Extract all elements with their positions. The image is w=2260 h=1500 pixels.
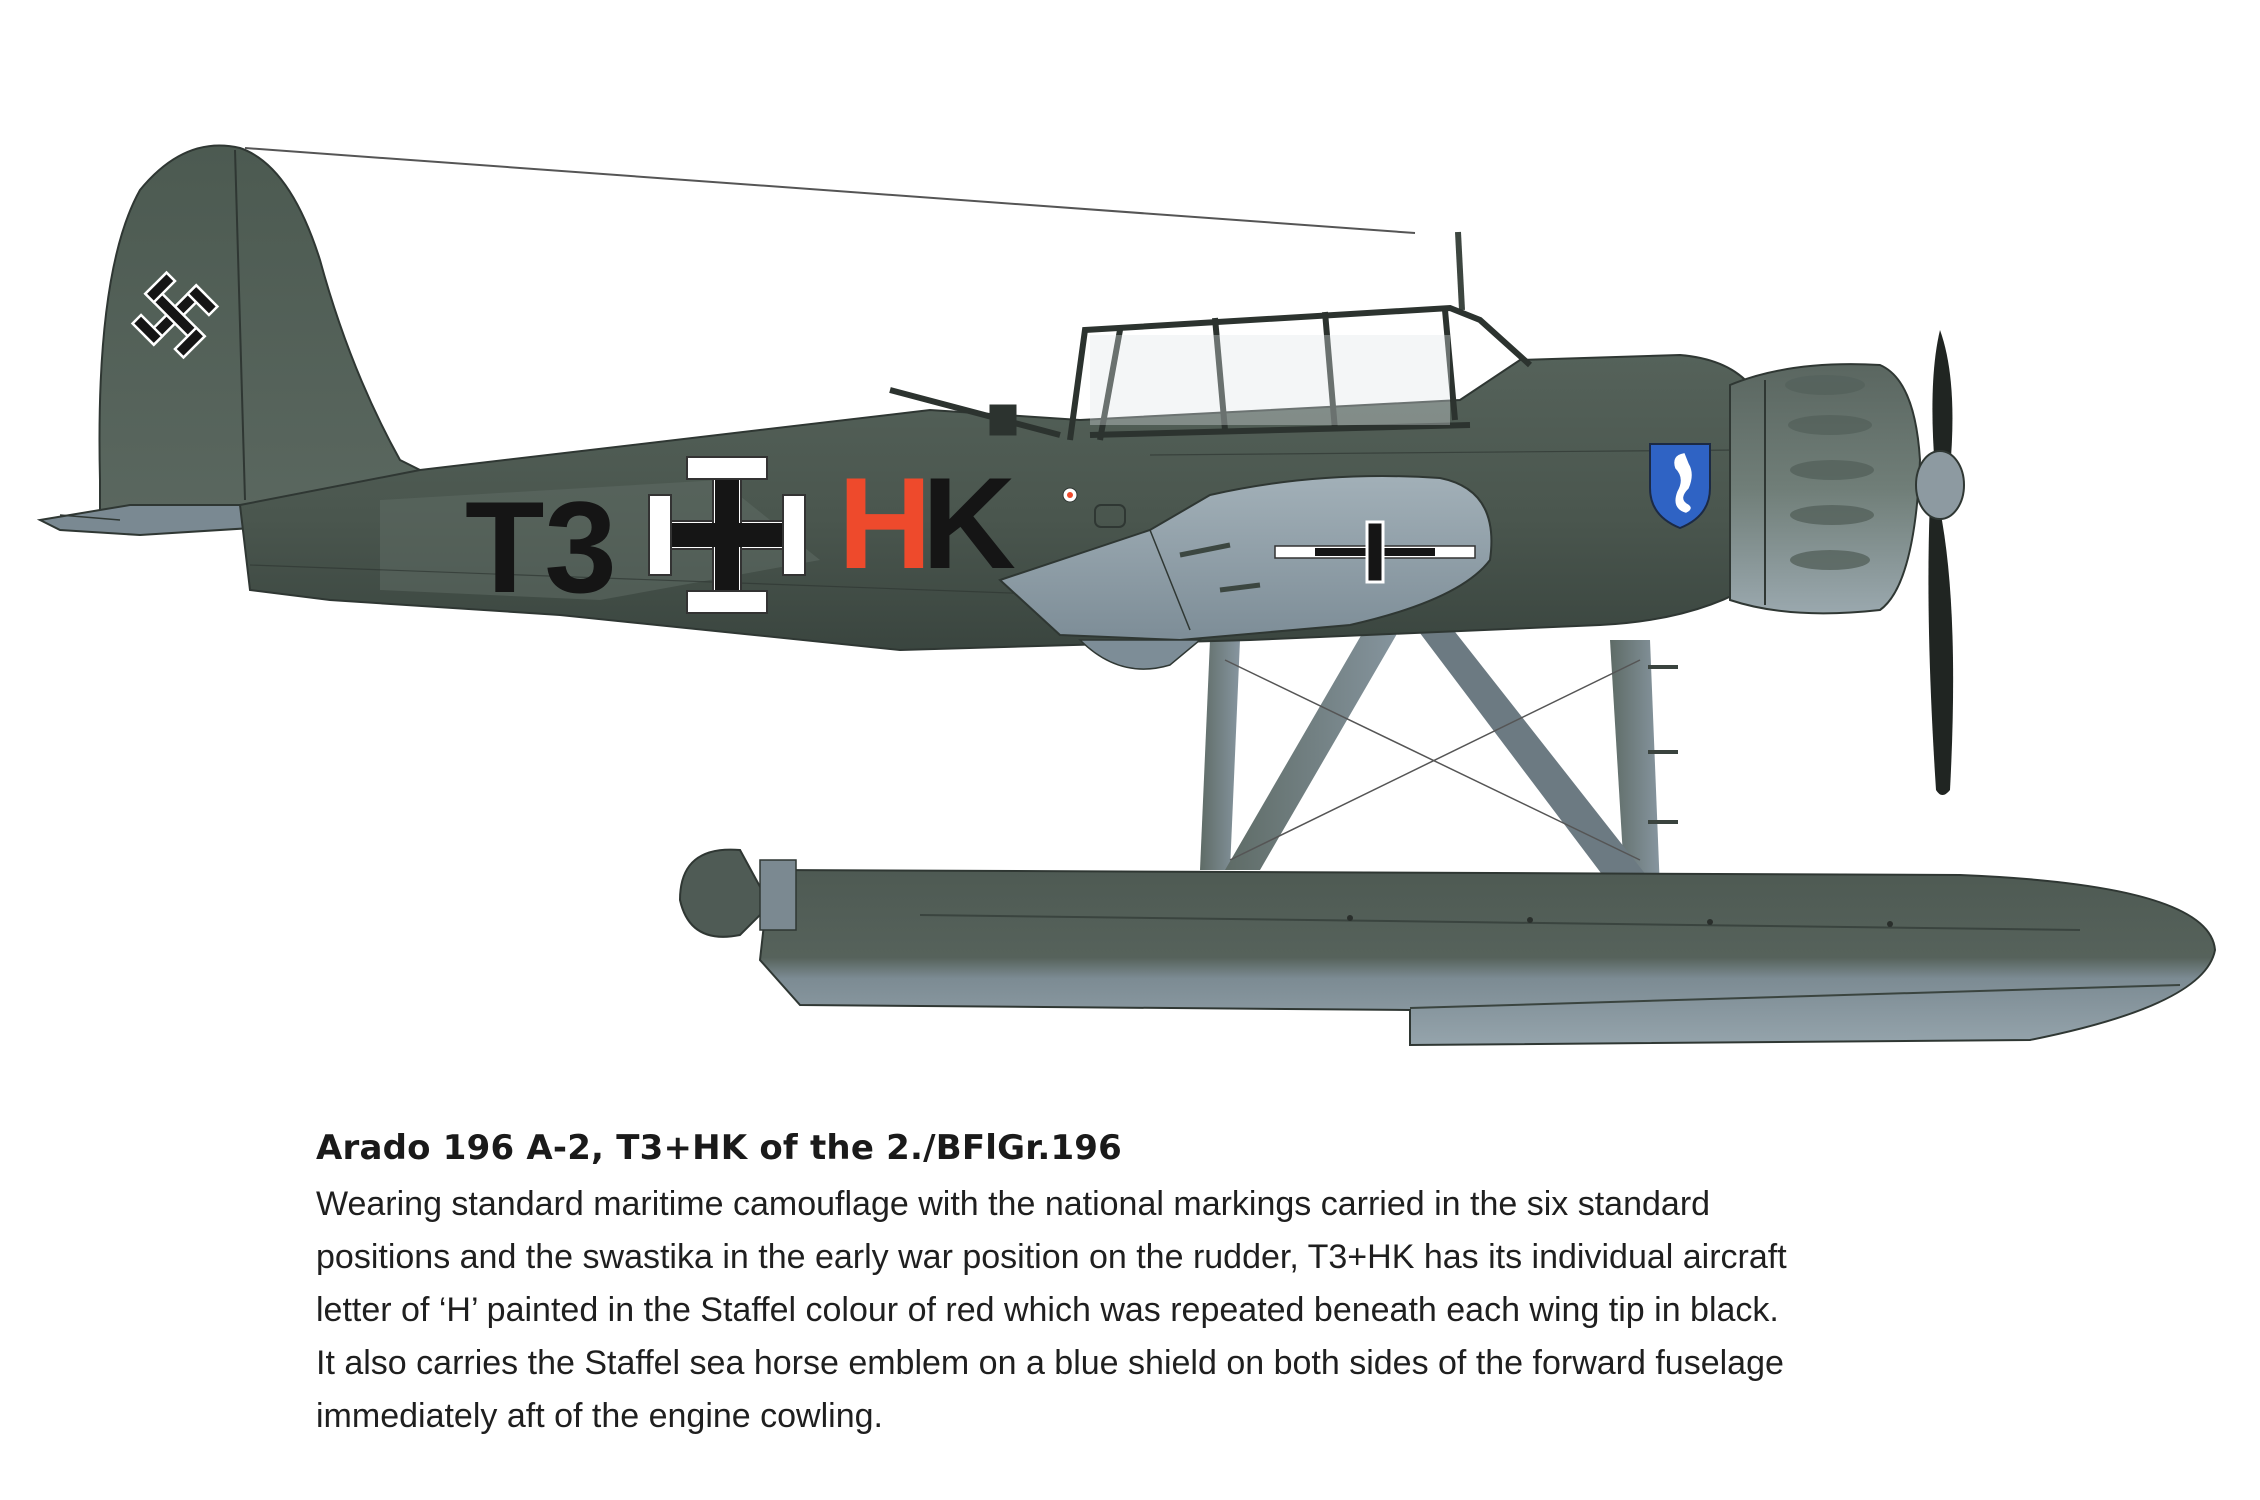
code-left: T3 (465, 474, 617, 620)
caption-block (316, 1128, 2036, 1443)
caption-line: Wearing standard maritime camouflage with the national markings carried in the six standard (316, 1185, 1711, 1223)
main-float (680, 850, 2215, 1045)
tail-fin (40, 146, 430, 535)
float-struts (1200, 600, 1678, 890)
code-letter-red: H (838, 450, 932, 596)
caption-line: It also carries the Staffel sea horse emblem on a blue shield on both sides of the forward fuselage (316, 1344, 1784, 1382)
caption-title: Arado 196 A-2, T3+HK of the 2./BFlGr.196 (316, 1128, 1123, 1168)
caption-line: letter of ‘H’ painted in the Staffel colour of red which was repeated beneath each wing tip in black. (316, 1291, 1779, 1329)
caption-line: positions and the swastika in the early war position on the rudder, T3+HK has its individual aircraft (316, 1238, 1787, 1276)
caption-body (316, 1178, 2036, 1443)
antenna-mast (1458, 232, 1462, 310)
code-right: K (922, 450, 1016, 596)
seahorse-emblem (1650, 444, 1710, 528)
caption-line: immediately aft of the engine cowling. (316, 1397, 883, 1435)
engine-cowling (1730, 364, 1920, 613)
propeller (1916, 330, 1964, 795)
